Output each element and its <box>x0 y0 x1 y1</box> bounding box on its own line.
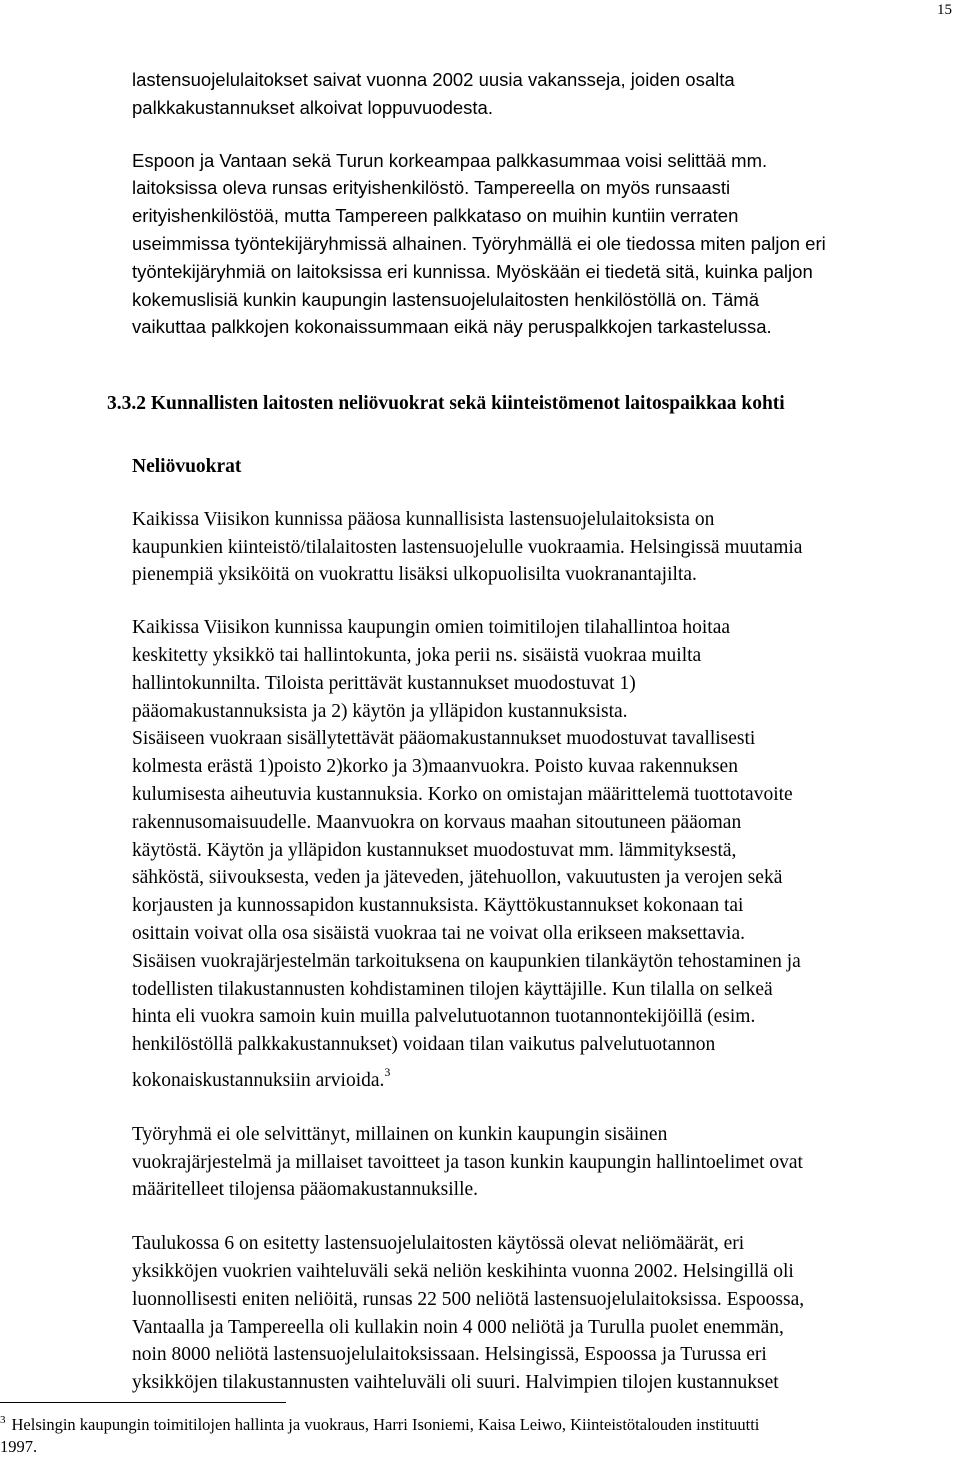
text-line: kokemuslisiä kunkin kaupungin lastensuojelulaitosten henkilöstöllä on. Tämä <box>132 288 759 310</box>
text-line: vaikuttaa palkkojen kokonaissummaan eikä näy peruspalkkojen tarkastelussa. <box>132 316 772 338</box>
text-line: Sisäisen vuokrajärjestelmän tarkoituksena on kaupunkien tilankäytön tehostaminen ja <box>132 950 801 972</box>
text-line: Vantaalla ja Tampereella oli kullakin noin 4 000 neliötä ja Turulla puolet enemmän, <box>132 1316 784 1338</box>
section-heading: 3.3.2 Kunnallisten laitosten neliövuokrat sekä kiinteistömenot laitospaikkaa kohti <box>107 393 785 414</box>
text-line: Kaikissa Viisikon kunnissa pääosa kunnallisista lastensuojelulaitoksista on <box>132 508 715 530</box>
text-line: Kaikissa Viisikon kunnissa kaupungin omien toimitilojen tilahallintoa hoitaa <box>132 617 731 639</box>
text-line: luonnollisesti eniten neliöitä, runsas 22 500 neliötä lastensuojelulaitoksissa. Espoossa, <box>132 1288 805 1310</box>
text-fragment: kokonaiskustannuksiin arvioida. <box>132 1069 385 1091</box>
text-line: kulumisesta aiheutuvia kustannuksia. Korko on omistajan määrittelemä tuottotavoite <box>132 783 793 805</box>
text-line: Työryhmä ei ole selvittänyt, millainen on kunkin kaupungin sisäinen <box>132 1123 668 1145</box>
text-line: noin 8000 neliötä lastensuojelulaitoksissaan. Helsingissä, Espoossa ja Turussa eri <box>132 1344 767 1366</box>
text-line: Taulukossa 6 on esitetty lastensuojelulaitosten käytössä olevat neliömäärät, eri <box>132 1233 745 1255</box>
text-line: yksikköjen vuokrien vaihteluväli sekä neliön keskihinta vuonna 2002. Helsingillä oli <box>132 1260 794 1282</box>
text-line: pääomakustannuksista ja 2) käytön ja ylläpidon kustannuksista. <box>132 700 628 722</box>
text-line: todellisten tilakustannusten kohdistaminen tilojen käyttäjille. Kun tilalla on selkeä <box>132 978 773 1000</box>
text-line: palkkakustannukset alkoivat loppuvuodesta. <box>132 96 493 118</box>
text-line: hallintokunnilta. Tiloista perittävät kustannukset muodostuvat 1) <box>132 672 636 694</box>
footnote-line: 1997. <box>0 1437 38 1456</box>
text-line: osittain voivat olla osa sisäistä vuokraa tai ne voivat olla erikseen maksettavia. <box>132 922 745 944</box>
text-line: lastensuojelulaitokset saivat vuonna 2002 uusia vakansseja, joiden osalta <box>132 69 735 90</box>
text-line: henkilöstöllä palkkakustannukset) voidaan tilan vaikutus palvelutuotannon <box>132 1034 716 1056</box>
text-line: työntekijäryhmiä on laitoksissa eri kunnissa. Myöskään ei tiedetä sitä, kuinka paljon <box>132 260 813 282</box>
text-line: käytöstä. Käytön ja ylläpidon kustannukset muodostuvat mm. lämmityksestä, <box>132 839 737 861</box>
footnote-line <box>0 1409 759 1436</box>
intro-paragraph-1 <box>132 66 958 122</box>
text-line: hinta eli vuokra samoin kuin muilla palvelutuotannon tuotannontekijöillä (esim. <box>132 1006 756 1028</box>
text-line: laitoksissa oleva runsas erityishenkilöstö. Tampereella on myös runsaasti <box>132 177 731 199</box>
body-paragraph-3 <box>132 1121 958 1204</box>
text-line: pienempiä yksiköitä on vuokrattu lisäksi ulkopuolisilta vuokranantajilta. <box>132 564 697 586</box>
text-line: useimmissa työntekijäryhmissä alhainen. Työryhmällä ei ole tiedossa miten paljon eri <box>132 232 826 254</box>
footnote-reference[interactable]: 3 <box>384 1064 391 1079</box>
text-line: Sisäiseen vuokraan sisällytettävät pääomakustannukset muodostuvat tavallisesti <box>132 728 756 750</box>
text-line: korjausten ja kunnossapidon kustannuksista. Käyttökustannukset kokonaan tai <box>132 895 744 917</box>
section-body <box>132 453 958 1397</box>
body-paragraph-2 <box>132 614 958 1095</box>
page-number: 15 <box>937 2 952 18</box>
footnote-divider <box>0 1402 286 1403</box>
text-line: vuokrajärjestelmä ja millaiset tavoitteet ja tason kunkin kaupungin hallintoelimet ovat <box>132 1151 803 1173</box>
footnote-text: Helsingin kaupungin toimitilojen hallinta ja vuokraus, Harri Isoniemi, Kaisa Leiwo, Kiinteistötalouden instituutti <box>11 1415 760 1434</box>
sub-heading: Neliövuokrat <box>132 456 242 477</box>
text-line <box>132 1059 958 1095</box>
text-line: erityishenkilöstöä, mutta Tampereen palkkataso on muihin kuntiin verraten <box>132 205 739 227</box>
document-body <box>132 66 958 341</box>
intro-paragraph-2 <box>132 147 958 342</box>
text-line: keskitetty yksikkö tai hallintokunta, joka perii ns. sisäistä vuokraa muilta <box>132 644 702 666</box>
text-line: kolmesta erästä 1)poisto 2)korko ja 3)maanvuokra. Poisto kuvaa rakennuksen <box>132 756 738 778</box>
body-paragraph-4 <box>132 1230 958 1397</box>
text-line: yksikköjen tilakustannusten vaihteluväli oli suuri. Halvimpien tilojen kustannukset <box>132 1372 779 1394</box>
footnote-number: 3 <box>0 1414 6 1426</box>
text-line: määritelleet tilojensa pääomakustannuksille. <box>132 1179 479 1201</box>
text-line: kaupunkien kiinteistö/tilalaitosten lastensuojelulle vuokraamia. Helsingissä muutamia <box>132 536 803 558</box>
text-line: rakennusomaisuudelle. Maanvuokra on korvaus maahan sitoutuneen pääoman <box>132 811 742 833</box>
body-paragraph-1 <box>132 506 958 589</box>
footnote <box>0 1409 759 1458</box>
text-line: Espoon ja Vantaan sekä Turun korkeampaa palkkasummaa voisi selittää mm. <box>132 149 768 171</box>
text-line: sähköstä, siivouksesta, veden ja jäteveden, jätehuollon, vakuutusten ja verojen sekä <box>132 867 783 889</box>
